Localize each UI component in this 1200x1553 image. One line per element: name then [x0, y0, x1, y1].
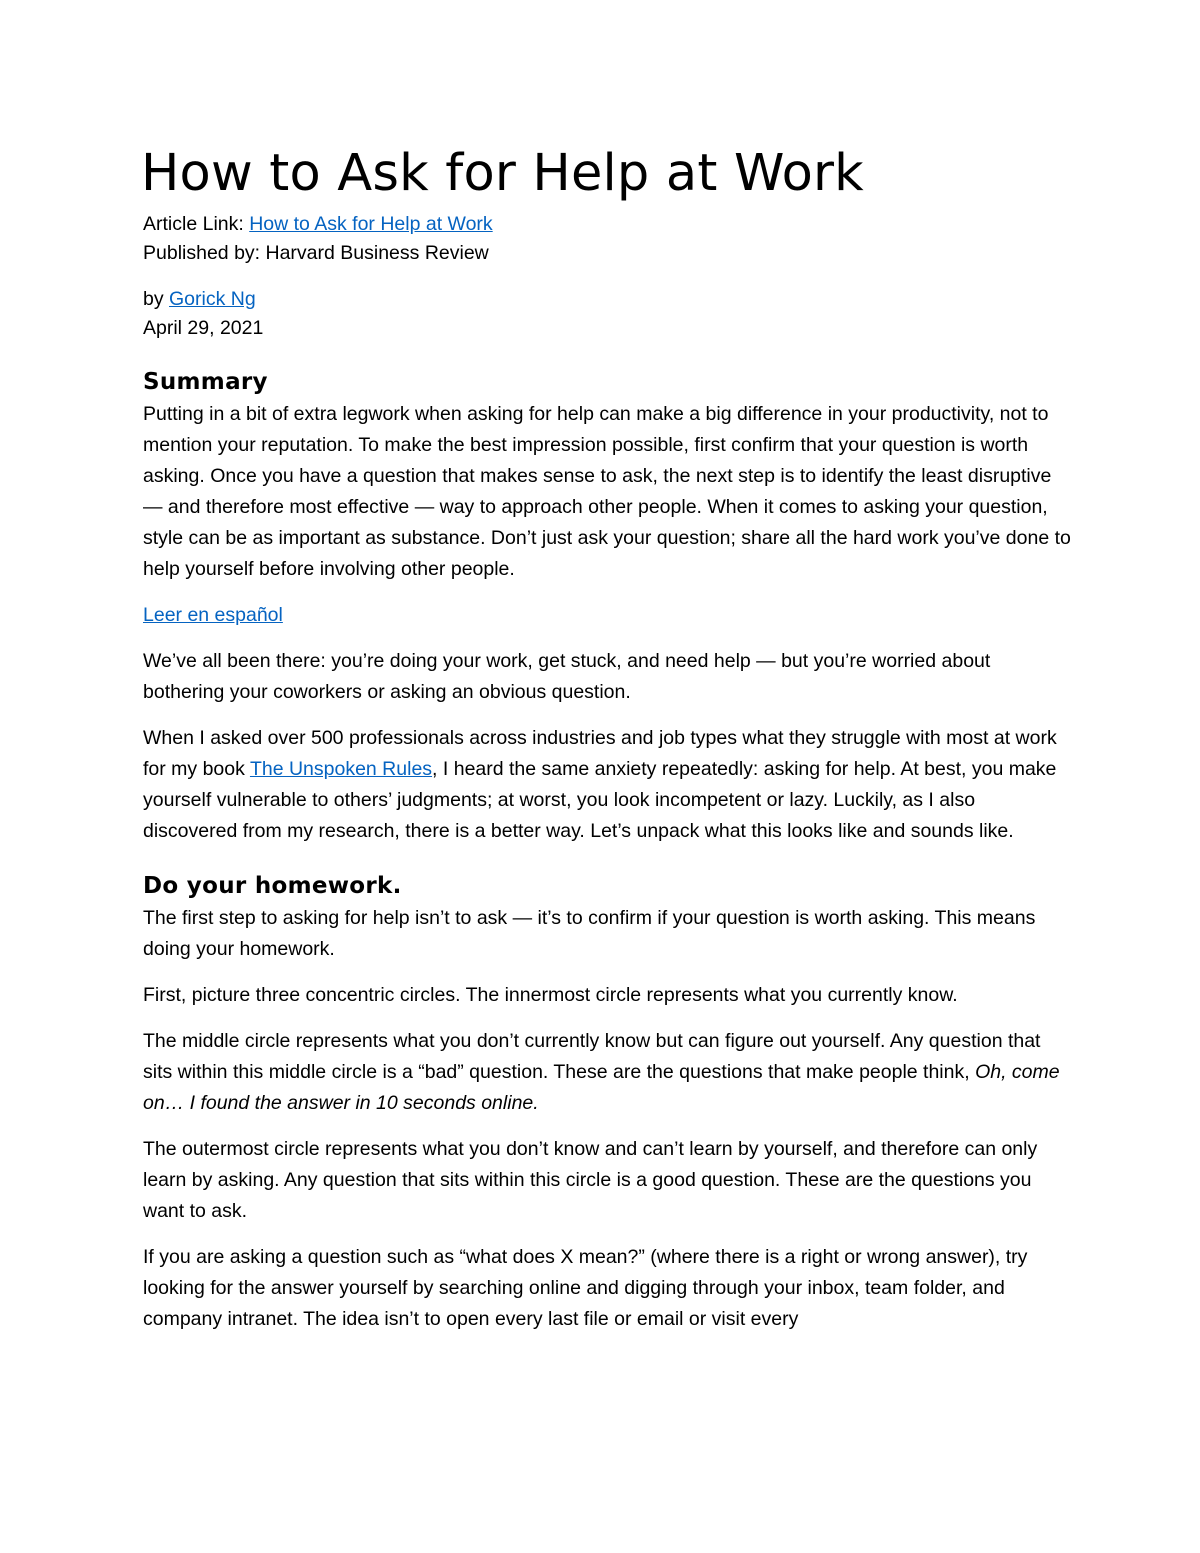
- spacer: [143, 268, 1073, 285]
- article-link[interactable]: How to Ask for Help at Work: [249, 213, 493, 235]
- intro-paragraph-2: [143, 723, 1073, 847]
- spanish-link-paragraph: [143, 600, 1073, 631]
- byline: [143, 285, 1073, 314]
- homework-p3-before: The middle circle represents what you don’t currently know but can figure out yourself. Any question that sits within this middle circle is a “bad” question. These are the questions that make people think,: [143, 1030, 1041, 1083]
- intro-p2-before: When I asked over 500 professionals across industries and job types what they struggle with most at work for my book: [143, 727, 1057, 780]
- article-link-label: Article Link:: [143, 213, 250, 235]
- summary-paragraph: Putting in a bit of extra legwork when asking for help can make a big difference in your productivity, not to mention your reputation. To make the best impression possible, first confirm that your question is worth asking. Once you have a question that makes sense to ask, the next step is to identify the least disruptive — and therefore most effective — way to approach other people. When it comes to asking your question, style can be as important as substance. Don’t just ask your question; share all the hard work you’ve done to help yourself before involving other people.: [143, 403, 1071, 580]
- publish-date: April 29, 2021: [143, 317, 264, 339]
- homework-paragraph-2: First, picture three concentric circles. The innermost circle represents what you currently know.: [143, 984, 958, 1006]
- by-label: by: [143, 288, 170, 310]
- homework-paragraph-5: If you are asking a question such as “what does X mean?” (where there is a right or wrong answer), try looking for the answer yourself by searching online and digging through your inbox, team folder, and company intranet. The idea isn’t to open every last file or email or visit every: [143, 1246, 1028, 1330]
- homework-heading: Do your homework.: [143, 873, 402, 899]
- homework-paragraph-1: The first step to asking for help isn’t to ask — it’s to confirm if your question is worth asking. This means doing your homework.: [143, 907, 1036, 960]
- intro-p2-after: , I heard the same anxiety repeatedly: asking for help. At best, you make yourself vulnerable to others’ judgments; at worst, you look incompetent or lazy. Luckily, as I also discovered from my research, there is a better way. Let’s unpack what this looks like and sounds like.: [143, 758, 1057, 842]
- document-page: [143, 140, 1073, 1335]
- homework-p3-italic: Oh, come on… I found the answer in 10 seconds online.: [143, 1061, 1060, 1114]
- intro-paragraph-1: We’ve all been there: you’re doing your work, get stuck, and need help — but you’re worried about bothering your coworkers or asking an obvious question.: [143, 650, 991, 703]
- published-line: [143, 239, 1073, 268]
- homework-paragraph-4: The outermost circle represents what you don’t know and can’t learn by yourself, and therefore can only learn by asking. Any question that sits within this circle is a good question. These are the questions you want to ask.: [143, 1138, 1038, 1222]
- homework-paragraph-3: [143, 1026, 1073, 1119]
- publisher: Harvard Business Review: [265, 242, 489, 264]
- document-title: How to Ask for Help at Work: [141, 144, 864, 203]
- published-label: Published by:: [143, 242, 266, 264]
- spanish-link[interactable]: Leer en español: [143, 604, 283, 626]
- book-link[interactable]: The Unspoken Rules: [249, 758, 433, 780]
- author-link[interactable]: Gorick Ng: [169, 288, 256, 310]
- article-link-line: [143, 210, 1073, 239]
- summary-heading: Summary: [143, 369, 268, 395]
